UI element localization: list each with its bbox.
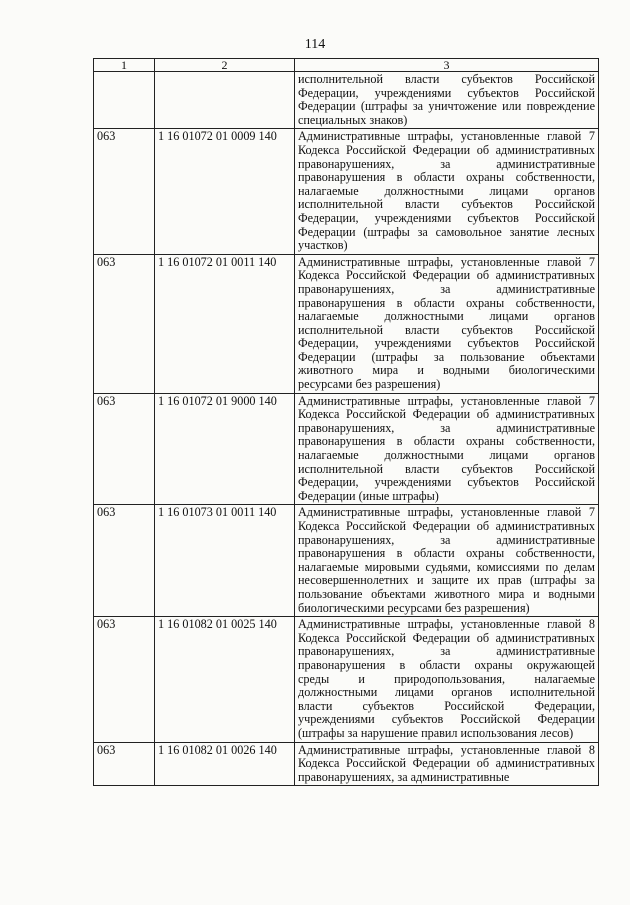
column-header-2: 2 bbox=[155, 59, 295, 72]
description-line: правонарушения в области охраны собственности, bbox=[298, 434, 595, 449]
table-row bbox=[94, 72, 599, 129]
description-line: биологическими ресурсами без разрешения) bbox=[298, 600, 530, 615]
description-line: (штрафы за нарушение правил использования лесов) bbox=[298, 725, 574, 740]
budget-classification-code-cell: 1 16 01082 01 0026 140 bbox=[155, 742, 295, 786]
table-row bbox=[94, 129, 599, 254]
description-line: Кодекса Российской Федерации об административных bbox=[298, 268, 595, 283]
description-line: правонарушения в области охраны собственности, bbox=[298, 295, 595, 310]
description-line: налагаемые должностными лицами органов bbox=[298, 448, 595, 463]
description-line: Кодекса Российской Федерации об административных bbox=[298, 407, 595, 422]
budget-classification-code-cell: 1 16 01082 01 0025 140 bbox=[155, 617, 295, 742]
description-line: правонарушениях, за административные bbox=[298, 769, 510, 784]
description-line: правонарушения в области охраны собственности, bbox=[298, 546, 595, 561]
administrator-code-cell: 063 bbox=[94, 129, 155, 254]
administrator-code-cell: 063 bbox=[94, 505, 155, 617]
description-line: Административные штрафы, установленные главой 7 bbox=[298, 505, 595, 520]
budget-classification-code-cell: 1 16 01072 01 0009 140 bbox=[155, 129, 295, 254]
description-line: Кодекса Российской Федерации об административных bbox=[298, 142, 595, 157]
description-line: правонарушениях, за административные bbox=[298, 644, 595, 659]
description-line: Кодекса Российской Федерации об административных bbox=[298, 630, 595, 645]
budget-classification-code-cell: 1 16 01073 01 0011 140 bbox=[155, 505, 295, 617]
description-line: Федерации (иные штрафы) bbox=[298, 488, 439, 503]
revenue-description-cell bbox=[295, 393, 599, 505]
table-row bbox=[94, 617, 599, 742]
description-line: Административные штрафы, установленные главой 7 bbox=[298, 254, 595, 269]
table-body bbox=[94, 72, 599, 786]
description-line: учреждениями субъектов Российской Федерации bbox=[298, 712, 595, 727]
description-line: правонарушениях, за административные bbox=[298, 281, 595, 296]
description-line: несовершеннолетних и защите их прав (штрафы за bbox=[298, 573, 595, 588]
description-line: исполнительной власти субъектов Российской bbox=[298, 197, 595, 212]
budget-codes-table bbox=[93, 58, 599, 786]
description-line: правонарушениях, за административные bbox=[298, 420, 595, 435]
description-line: правонарушениях, за административные bbox=[298, 156, 595, 171]
revenue-description-cell bbox=[295, 254, 599, 393]
description-line: Административные штрафы, установленные главой 7 bbox=[298, 129, 595, 144]
description-line: Административные штрафы, установленные главой 8 bbox=[298, 617, 595, 632]
revenue-description-cell bbox=[295, 72, 599, 129]
description-line: Федерации (штрафы за пользование объектами bbox=[298, 349, 595, 364]
revenue-description-cell bbox=[295, 742, 599, 786]
description-line: Федерации, учреждениями субъектов Российской bbox=[298, 336, 595, 351]
revenue-description-cell bbox=[295, 617, 599, 742]
table-row bbox=[94, 742, 599, 786]
description-line: налагаемые должностными лицами органов bbox=[298, 183, 595, 198]
administrator-code-cell: 063 bbox=[94, 254, 155, 393]
description-line: власти субъектов Российской Федерации, bbox=[298, 698, 595, 713]
budget-classification-code-cell bbox=[155, 72, 295, 129]
description-line: Федерации (штрафы за самовольное занятие лесных bbox=[298, 224, 595, 239]
budget-classification-code-cell: 1 16 01072 01 9000 140 bbox=[155, 393, 295, 505]
revenue-description-cell bbox=[295, 505, 599, 617]
description-line: должностными лицами органов исполнительной bbox=[298, 685, 595, 700]
description-line: Федерации, учреждениями субъектов Российской bbox=[298, 85, 595, 100]
description-line: налагаемые должностными лицами органов bbox=[298, 309, 595, 324]
revenue-description-cell bbox=[295, 129, 599, 254]
budget-classification-code-cell: 1 16 01072 01 0011 140 bbox=[155, 254, 295, 393]
description-line: ресурсами без разрешения) bbox=[298, 377, 441, 392]
description-line: специальных знаков) bbox=[298, 112, 408, 127]
administrator-code-cell: 063 bbox=[94, 393, 155, 505]
description-line: Административные штрафы, установленные главой 7 bbox=[298, 393, 595, 408]
description-line: среды и природопользования, налагаемые bbox=[298, 671, 595, 686]
table-row bbox=[94, 254, 599, 393]
description-line: правонарушения в области охраны собственности, bbox=[298, 170, 595, 185]
column-header-1: 1 bbox=[94, 59, 155, 72]
column-header-3: 3 bbox=[295, 59, 599, 72]
description-line: налагаемые мировыми судьями, комиссиями по делам bbox=[298, 559, 595, 574]
table-row bbox=[94, 505, 599, 617]
description-line: пользование объектами животного мира и водными bbox=[298, 586, 595, 601]
administrator-code-cell bbox=[94, 72, 155, 129]
description-line: Федерации, учреждениями субъектов Российской bbox=[298, 475, 595, 490]
description-line: Кодекса Российской Федерации об административных bbox=[298, 756, 595, 771]
table-header-row bbox=[94, 59, 599, 72]
description-line: исполнительной власти субъектов Российской bbox=[298, 461, 595, 476]
table-row bbox=[94, 393, 599, 505]
description-line: Федерации (штрафы за уничтожение или повреждение bbox=[298, 99, 595, 114]
description-line: исполнительной власти субъектов Российской bbox=[298, 322, 595, 337]
description-line: исполнительной власти субъектов Российской bbox=[298, 72, 595, 86]
administrator-code-cell: 063 bbox=[94, 742, 155, 786]
page-number: 114 bbox=[304, 37, 326, 52]
administrator-code-cell: 063 bbox=[94, 617, 155, 742]
description-line: правонарушениях, за административные bbox=[298, 532, 595, 547]
description-line: Кодекса Российской Федерации об административных bbox=[298, 519, 595, 533]
description-line: Административные штрафы, установленные главой 8 bbox=[298, 742, 595, 757]
description-line: животного мира и водными биологическими bbox=[298, 363, 595, 378]
description-line: участков) bbox=[298, 238, 348, 253]
description-line: правонарушения в области охраны окружающей bbox=[298, 657, 595, 672]
description-line: Федерации, учреждениями субъектов Российской bbox=[298, 210, 595, 225]
